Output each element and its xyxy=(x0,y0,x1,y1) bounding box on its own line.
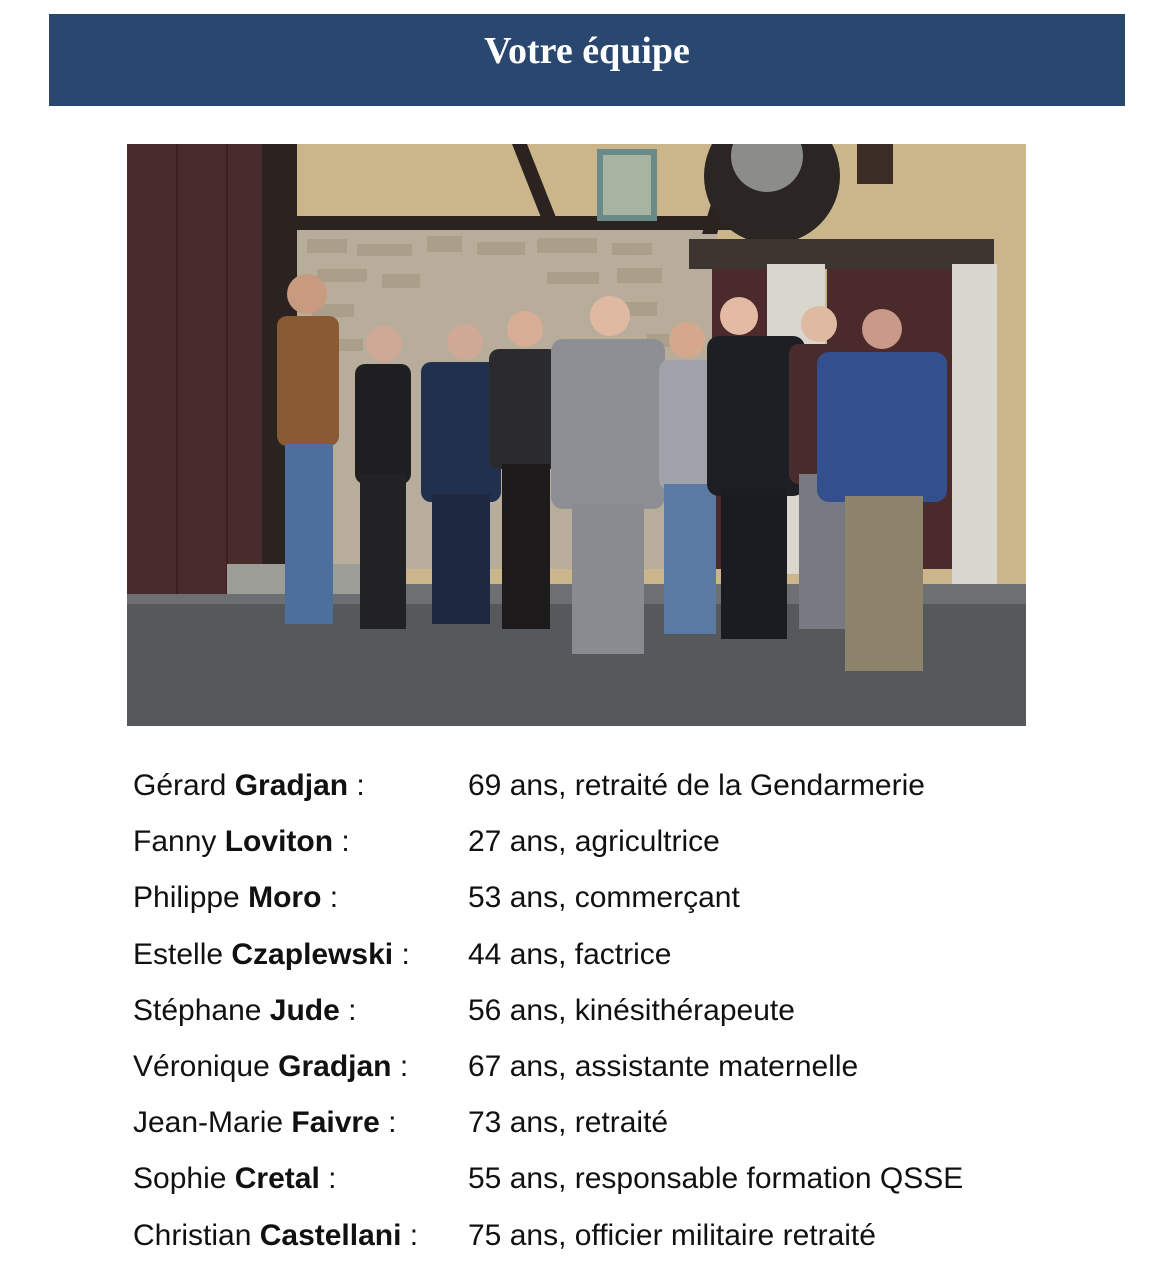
member-description: 73 ans, retraité xyxy=(468,1106,669,1140)
team-photo xyxy=(127,144,1026,726)
list-item xyxy=(133,931,1073,987)
member-description: 69 ans, retraité de la Gendarmerie xyxy=(468,769,925,802)
list-item xyxy=(133,1212,1073,1268)
member-description: 27 ans, agricultrice xyxy=(468,825,720,859)
member-list xyxy=(133,762,1073,1268)
member-name: Stéphane Jude : xyxy=(133,993,357,1027)
list-item xyxy=(133,762,1073,818)
list-item xyxy=(133,1099,1073,1155)
member-description: 44 ans, factrice xyxy=(468,937,672,971)
member-name: Jean-Marie Faivre : xyxy=(133,1106,397,1140)
page-title: Votre équipe xyxy=(484,30,690,72)
member-description: 55 ans, responsable formation QSSE xyxy=(468,1162,964,1196)
list-item xyxy=(133,818,1073,874)
member-description: 67 ans, assistante maternelle xyxy=(468,1049,859,1083)
member-name: Estelle Czaplewski : xyxy=(133,937,410,971)
member-description: 53 ans, commerçant xyxy=(468,881,740,915)
list-item xyxy=(133,1155,1073,1211)
member-name: Véronique Gradjan : xyxy=(133,1049,409,1083)
member-description: 75 ans, officier militaire retraité xyxy=(468,1218,876,1252)
list-item xyxy=(133,987,1073,1043)
member-name: Fanny Loviton : xyxy=(133,825,350,859)
member-name: Gérard Gradjan : xyxy=(133,769,365,802)
member-name: Philippe Moro : xyxy=(133,881,339,915)
list-item xyxy=(133,1043,1073,1099)
member-description: 56 ans, kinésithérapeute xyxy=(468,993,795,1027)
header-banner xyxy=(49,14,1125,106)
member-name: Sophie Cretal : xyxy=(133,1162,337,1196)
list-item xyxy=(133,874,1073,930)
member-name: Christian Castellani : xyxy=(133,1218,419,1252)
